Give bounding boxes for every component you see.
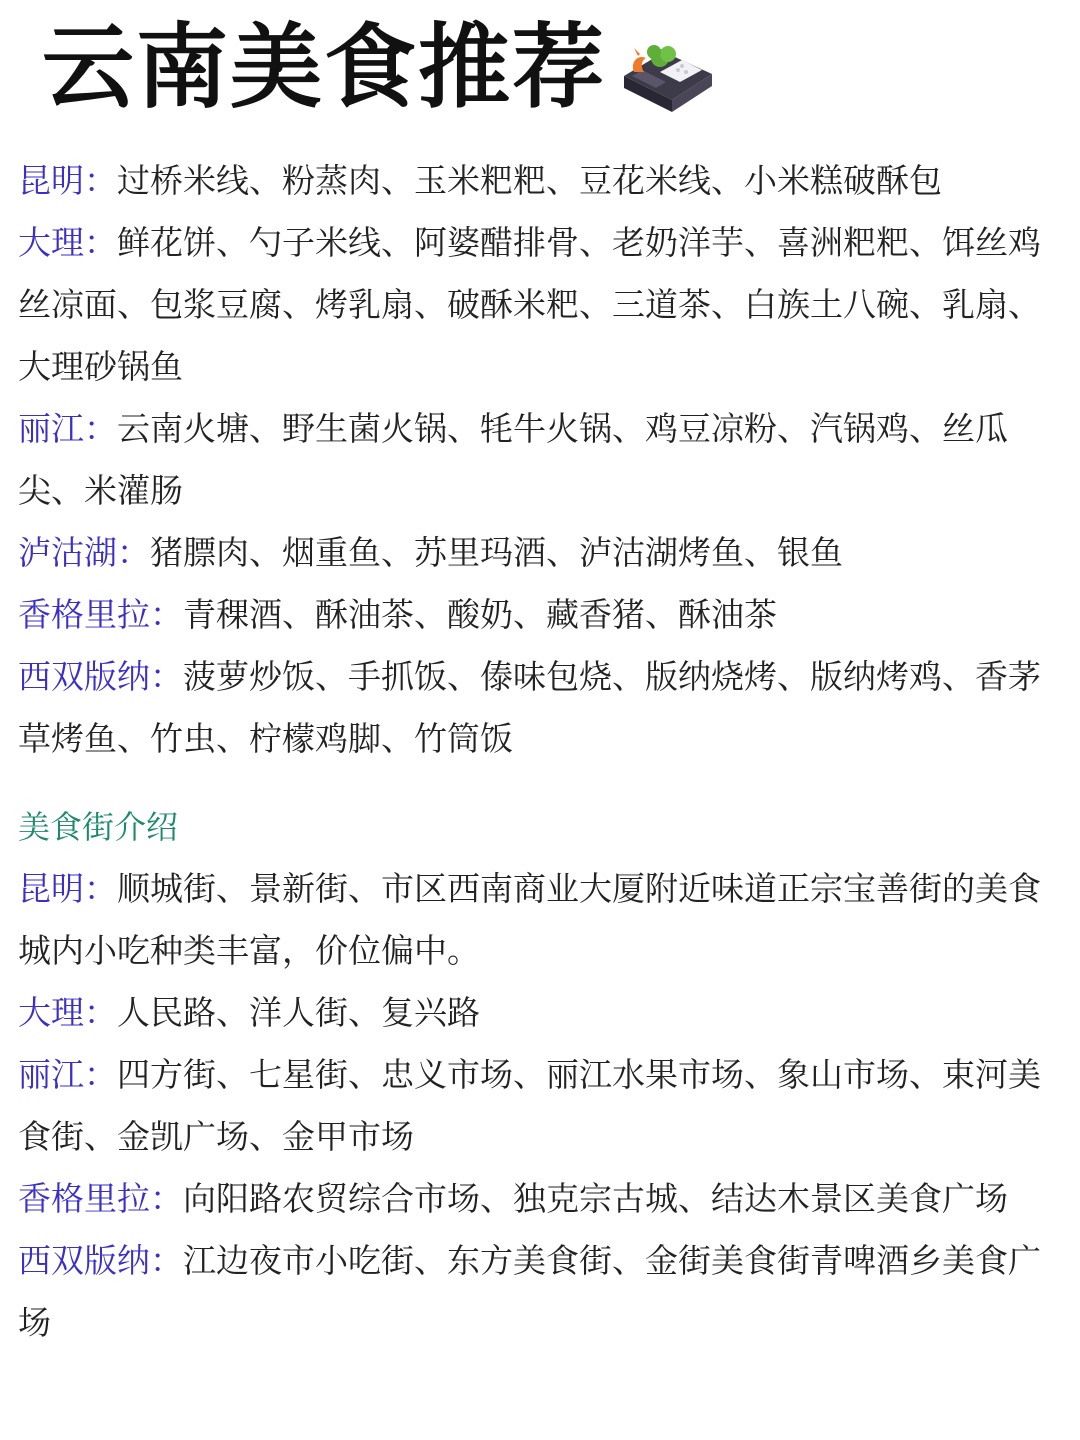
food-entry-kunming: [18, 150, 1062, 212]
food-list: 青稞酒、酥油茶、酸奶、藏香猪、酥油茶: [183, 595, 777, 634]
header: [42, 14, 716, 121]
food-entry-lijiang: [18, 398, 1062, 522]
page-title: 云南美食推荐: [42, 14, 607, 121]
street-entry-kunming: [18, 858, 1062, 982]
food-entry-lugu-lake: [18, 522, 1062, 584]
street-list: 四方街、七星街、忠义市场、丽江水果市场、象山市场、束河美食街、金凯广场、金甲市场: [18, 1055, 1041, 1156]
bento-box-icon: [620, 42, 716, 112]
content: [18, 150, 1062, 1354]
street-list: 人民路、洋人街、复兴路: [117, 993, 480, 1032]
food-entry-shangri-la: [18, 584, 1062, 646]
city-label: 香格里拉：: [18, 1179, 183, 1218]
street-list: 江边夜市小吃街、东方美食街、金街美食街青啤酒乡美食广场: [18, 1241, 1041, 1342]
city-label: 大理：: [18, 993, 117, 1032]
street-list: 向阳路农贸综合市场、独克宗古城、结达木景区美食广场: [183, 1179, 1008, 1218]
food-list: 鲜花饼、勺子米线、阿婆醋排骨、老奶洋芋、喜洲粑粑、饵丝鸡丝凉面、包浆豆腐、烤乳扇、破酥米粑、三道茶、白族土八碗、乳扇、大理砂锅鱼: [18, 223, 1041, 386]
street-entry-dali: [18, 982, 1062, 1044]
city-label: 丽江：: [18, 1055, 117, 1094]
food-list: 过桥米线、粉蒸肉、玉米粑粑、豆花米线、小米糕破酥包: [117, 161, 942, 200]
food-list: 猪膘肉、烟重鱼、苏里玛酒、泸沽湖烤鱼、银鱼: [150, 533, 843, 572]
city-label: 昆明：: [18, 161, 117, 200]
food-entry-xishuangbanna: [18, 646, 1062, 770]
food-list: 菠萝炒饭、手抓饭、傣味包烧、版纳烧烤、版纳烤鸡、香茅草烤鱼、竹虫、柠檬鸡脚、竹筒饭: [18, 657, 1041, 758]
city-label: 泸沽湖：: [18, 533, 150, 572]
street-list: 顺城街、景新街、市区西南商业大厦附近味道正宗宝善街的美食城内小吃种类丰富，价位偏中。: [18, 869, 1041, 970]
city-label: 昆明：: [18, 869, 117, 908]
street-entry-lijiang: [18, 1044, 1062, 1168]
city-label: 西双版纳：: [18, 657, 183, 696]
street-entry-xishuangbanna: [18, 1230, 1062, 1354]
street-entry-shangri-la: [18, 1168, 1062, 1230]
city-label: 大理：: [18, 223, 117, 262]
city-label: 西双版纳：: [18, 1241, 183, 1280]
city-label: 丽江：: [18, 409, 117, 448]
food-list: 云南火塘、野生菌火锅、牦牛火锅、鸡豆凉粉、汽锅鸡、丝瓜尖、米灌肠: [18, 409, 1008, 510]
section-title: 美食街介绍: [18, 808, 179, 846]
food-entry-dali: [18, 212, 1062, 398]
city-label: 香格里拉：: [18, 595, 183, 634]
